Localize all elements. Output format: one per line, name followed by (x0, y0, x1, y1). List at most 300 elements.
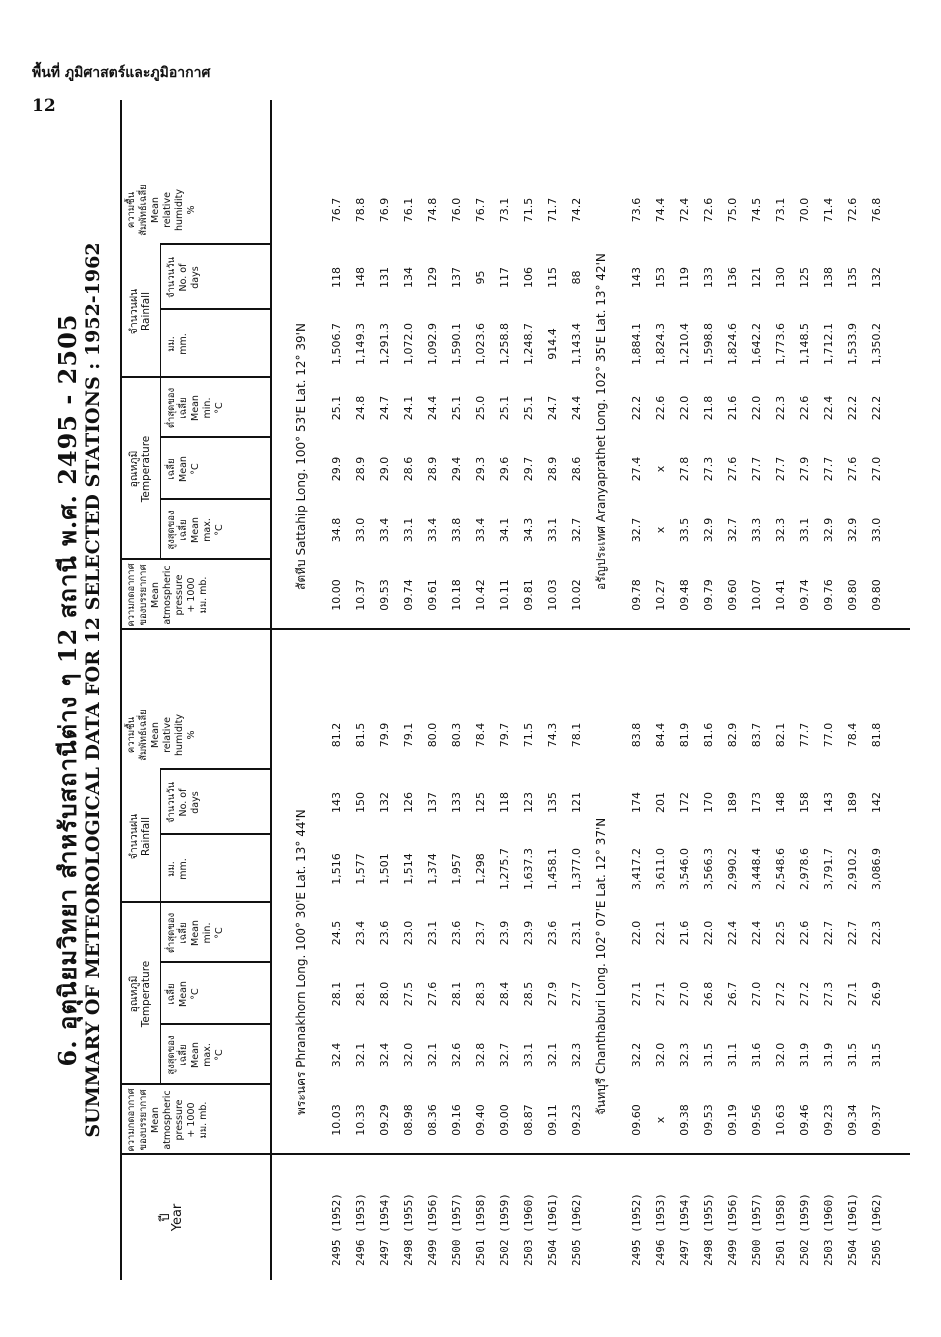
data-cell: 32.1 (546, 1042, 559, 1068)
data-cell: 174 (630, 792, 643, 813)
data-cell: 08.98 (402, 1104, 415, 1136)
data-cell: 1,577 (354, 853, 367, 885)
data-cell: 78.4 (846, 722, 859, 748)
data-cell: 22.0 (750, 395, 763, 421)
data-cell: 173 (750, 792, 763, 813)
data-cell: 1,824.3 (654, 323, 667, 365)
data-cell: 22.2 (630, 395, 643, 421)
data-cell: 23.6 (450, 920, 463, 946)
data-cell: 22.3 (870, 920, 883, 946)
data-cell: 09.48 (678, 579, 691, 611)
data-cell: 27.7 (570, 981, 583, 1007)
data-cell: 1,642.2 (750, 323, 763, 365)
data-cell: 28.6 (402, 456, 415, 482)
data-cell: 09.79 (702, 579, 715, 611)
rain-days-header: จำนวนวัน No. of days (166, 256, 201, 299)
data-cell: 136 (726, 267, 739, 288)
data-cell: 33.1 (402, 517, 415, 543)
data-cell: 10.42 (474, 579, 487, 611)
data-cell: 27.6 (726, 456, 739, 482)
data-cell: 25.1 (498, 395, 511, 421)
data-cell: 09.53 (378, 579, 391, 611)
data-cell: 137 (450, 267, 463, 288)
data-cell: 09.00 (498, 1104, 511, 1136)
data-cell: 28.3 (474, 981, 487, 1007)
data-cell: 1,210.4 (678, 323, 691, 365)
data-cell: 83.8 (630, 722, 643, 748)
data-cell: 79.9 (378, 722, 391, 748)
data-cell: 34.3 (522, 517, 535, 543)
data-cell: 189 (846, 792, 859, 813)
data-cell: 31.6 (750, 1042, 763, 1068)
data-cell: 76.1 (402, 197, 415, 223)
data-cell: 32.3 (774, 517, 787, 543)
data-cell: 26.9 (870, 981, 883, 1007)
data-cell: 81.9 (678, 722, 691, 748)
data-cell: 1,092.9 (426, 323, 439, 365)
data-cell: 118 (498, 792, 511, 813)
data-cell: 23.9 (522, 920, 535, 946)
data-cell: 79.7 (498, 722, 511, 748)
data-cell: 27.0 (678, 981, 691, 1007)
data-cell: 08.36 (426, 1104, 439, 1136)
data-cell: 72.6 (702, 197, 715, 223)
data-cell: 27.9 (798, 456, 811, 482)
rainfall-header: จำนวนฝน Rainfall (128, 288, 152, 335)
data-cell: 27.6 (846, 456, 859, 482)
data-cell: 81.2 (330, 722, 343, 748)
data-cell: 117 (498, 267, 511, 288)
page-number: 12 (32, 96, 56, 116)
data-cell: 76.9 (378, 197, 391, 223)
data-cell: 22.7 (846, 920, 859, 946)
data-cell: 121 (570, 792, 583, 813)
data-cell: 32.3 (570, 1042, 583, 1068)
data-cell: x (654, 1116, 667, 1124)
year-cell: 2500 (1957) (450, 1193, 463, 1266)
data-cell: 142 (870, 792, 883, 813)
data-cell: 22.7 (822, 920, 835, 946)
data-cell: 22.5 (774, 920, 787, 946)
data-cell: 09.53 (702, 1104, 715, 1136)
station-label: สัตหีบ Sattahip Long. 100° 53'E Lat. 12° 39'N (294, 323, 308, 590)
data-cell: 1,072.0 (402, 323, 415, 365)
data-cell: 33.1 (798, 517, 811, 543)
data-cell: 33.4 (378, 517, 391, 543)
station-label: จันทบุรี Chanthaburi Long. 102° 07'E Lat. 12° 37'N (594, 817, 608, 1115)
data-cell: 1,291.3 (378, 323, 391, 365)
data-cell: 32.7 (630, 517, 643, 543)
data-cell: 83.7 (750, 722, 763, 748)
year-header: ปี Year (158, 1203, 185, 1232)
data-cell: 3,566.3 (702, 848, 715, 890)
data-cell: 22.4 (750, 920, 763, 946)
data-cell: 25.1 (522, 395, 535, 421)
year-cell: 2497 (1954) (378, 1193, 391, 1266)
rain-group-rule (160, 245, 161, 378)
data-cell: 32.2 (630, 1042, 643, 1068)
data-cell: 28.5 (522, 981, 535, 1007)
year-cell: 2504 (1961) (846, 1193, 859, 1266)
data-cell: 09.11 (546, 1104, 559, 1136)
data-cell: 28.9 (546, 456, 559, 482)
data-cell: 29.9 (330, 456, 343, 482)
data-cell: 24.7 (378, 395, 391, 421)
data-cell: 10.03 (546, 579, 559, 611)
data-cell: 135 (846, 267, 859, 288)
data-cell: 24.5 (330, 920, 343, 946)
tmean-header: เฉลี่ย Mean °C (166, 981, 201, 1007)
data-cell: 1,884.1 (630, 323, 643, 365)
data-cell: 22.2 (870, 395, 883, 421)
year-cell: 2497 (1954) (678, 1193, 691, 1266)
data-cell: 123 (522, 792, 535, 813)
data-cell: 34.1 (498, 517, 511, 543)
data-cell: 32.0 (654, 1042, 667, 1068)
data-cell: 130 (774, 267, 787, 288)
data-cell: 23.1 (426, 920, 439, 946)
temp-group-rule (160, 378, 161, 560)
data-cell: 1,712.1 (822, 323, 835, 365)
data-cell: 32.3 (678, 1042, 691, 1068)
data-cell: 28.4 (498, 981, 511, 1007)
tmean-header: เฉลี่ย Mean °C (166, 456, 201, 482)
data-cell: 143 (822, 792, 835, 813)
data-cell: 27.1 (654, 981, 667, 1007)
data-cell: 106 (522, 267, 535, 288)
data-cell: 118 (330, 267, 343, 288)
data-cell: 33.4 (426, 517, 439, 543)
data-cell: 1,298 (474, 853, 487, 885)
data-cell: 09.60 (726, 579, 739, 611)
data-cell: 76.7 (330, 197, 343, 223)
year-cell: 2502 (1959) (498, 1193, 511, 1266)
data-cell: 33.0 (870, 517, 883, 543)
data-cell: 25.1 (330, 395, 343, 421)
data-cell: x (654, 526, 667, 534)
data-cell: 80.3 (450, 722, 463, 748)
data-cell: 73.1 (498, 197, 511, 223)
data-cell: 10.00 (330, 579, 343, 611)
data-cell: 1,458.1 (546, 848, 559, 890)
data-cell: 27.9 (546, 981, 559, 1007)
data-cell: 1,258.8 (498, 323, 511, 365)
data-cell: 82.9 (726, 722, 739, 748)
data-cell: 09.81 (522, 579, 535, 611)
data-cell: 21.6 (678, 920, 691, 946)
data-cell: 2,978.6 (798, 848, 811, 890)
data-cell: 27.6 (426, 981, 439, 1007)
data-cell: 82.1 (774, 722, 787, 748)
year-cell: 2500 (1957) (750, 1193, 763, 1266)
data-cell: 170 (702, 792, 715, 813)
data-cell: 22.0 (702, 920, 715, 946)
data-cell: 26.7 (726, 981, 739, 1007)
temperature-header: อุณหภูมิ Temperature (128, 960, 152, 1028)
data-cell: 08.87 (522, 1104, 535, 1136)
data-cell: 132 (870, 267, 883, 288)
data-cell: 31.5 (702, 1042, 715, 1068)
data-cell: 09.46 (798, 1104, 811, 1136)
data-cell: 74.5 (750, 197, 763, 223)
data-cell: 10.63 (774, 1104, 787, 1136)
data-cell: 32.1 (354, 1042, 367, 1068)
data-cell: 71.5 (522, 722, 535, 748)
data-cell: 32.4 (330, 1042, 343, 1068)
data-cell: 32.7 (726, 517, 739, 543)
data-cell: 09.78 (630, 579, 643, 611)
data-cell: 22.6 (798, 395, 811, 421)
data-cell: 32.0 (402, 1042, 415, 1068)
data-cell: 10.27 (654, 579, 667, 611)
data-cell: 76.7 (474, 197, 487, 223)
data-cell: 33.5 (678, 517, 691, 543)
data-cell: 121 (750, 267, 763, 288)
data-cell: 22.0 (678, 395, 691, 421)
data-cell: 1,506.7 (330, 323, 343, 365)
data-cell: 27.0 (750, 981, 763, 1007)
year-cell: 2501 (1958) (474, 1193, 487, 1266)
year-cell: 2499 (1956) (426, 1193, 439, 1266)
data-cell: 22.4 (726, 920, 739, 946)
data-cell: 70.0 (798, 197, 811, 223)
data-cell: 77.7 (798, 722, 811, 748)
data-cell: 81.8 (870, 722, 883, 748)
rain-mm-header: มม. mm. (166, 858, 189, 880)
data-cell: 3,791.7 (822, 848, 835, 890)
data-cell: 138 (822, 267, 835, 288)
year-cell: 2498 (1955) (402, 1193, 415, 1266)
data-cell: 10.03 (330, 1104, 343, 1136)
data-cell: 148 (354, 267, 367, 288)
rainfall-header: จำนวนฝน Rainfall (128, 813, 152, 860)
data-cell: 09.23 (822, 1104, 835, 1136)
data-cell: 27.4 (630, 456, 643, 482)
data-cell: 1,637.3 (522, 848, 535, 890)
data-cell: 22.1 (654, 920, 667, 946)
data-cell: 21.8 (702, 395, 715, 421)
data-cell: 1,023.6 (474, 323, 487, 365)
data-cell: 26.8 (702, 981, 715, 1007)
data-cell: 1,514 (402, 853, 415, 885)
data-cell: 10.02 (570, 579, 583, 611)
data-cell: 1,957 (450, 853, 463, 885)
data-cell: 131 (378, 267, 391, 288)
data-cell: 24.4 (570, 395, 583, 421)
data-cell: 1,501 (378, 853, 391, 885)
year-cell: 2498 (1955) (702, 1193, 715, 1266)
data-cell: 81.6 (702, 722, 715, 748)
data-cell: 79.1 (402, 722, 415, 748)
year-cell: 2496 (1953) (354, 1193, 367, 1266)
data-cell: 153 (654, 267, 667, 288)
data-cell: 143 (330, 792, 343, 813)
data-cell: 10.11 (498, 579, 511, 611)
data-cell: 2,990.2 (726, 848, 739, 890)
data-cell: x (654, 465, 667, 473)
data-cell: 31.5 (870, 1042, 883, 1068)
data-cell: 77.0 (822, 722, 835, 748)
year-cell: 2501 (1958) (774, 1193, 787, 1266)
data-cell: 1,149.3 (354, 323, 367, 365)
data-cell: 143 (630, 267, 643, 288)
data-cell: 10.41 (774, 579, 787, 611)
data-cell: 133 (702, 267, 715, 288)
group-divider (120, 628, 910, 630)
data-cell: 28.1 (450, 981, 463, 1007)
data-cell: 27.2 (798, 981, 811, 1007)
table-title-english: SUMMARY OF METEOROLOGICAL DATA FOR 12 SELECTED STATIONS : 1952-1962 (82, 242, 104, 1138)
data-cell: 27.3 (822, 981, 835, 1007)
data-cell: 3,611.0 (654, 848, 667, 890)
data-cell: 23.6 (546, 920, 559, 946)
year-cell: 2496 (1953) (654, 1193, 667, 1266)
data-cell: 29.6 (498, 456, 511, 482)
data-cell: 172 (678, 792, 691, 813)
data-cell: 32.9 (846, 517, 859, 543)
data-cell: 31.1 (726, 1042, 739, 1068)
humidity-header: ความชื้น สัมพัทธ์เฉลี่ย Mean relative humidity % (126, 709, 197, 761)
data-cell: 75.0 (726, 197, 739, 223)
data-cell: 3,448.4 (750, 848, 763, 890)
data-cell: 23.4 (354, 920, 367, 946)
data-cell: 73.1 (774, 197, 787, 223)
data-cell: 09.19 (726, 1104, 739, 1136)
year-cell: 2503 (1960) (822, 1193, 835, 1266)
data-cell: 3,417.2 (630, 848, 643, 890)
data-cell: 28.1 (330, 981, 343, 1007)
data-cell: 09.23 (570, 1104, 583, 1136)
data-cell: 33.1 (522, 1042, 535, 1068)
data-cell: 09.56 (750, 1104, 763, 1136)
data-cell: 10.18 (450, 579, 463, 611)
data-cell: 27.7 (774, 456, 787, 482)
data-cell: 80.0 (426, 722, 439, 748)
data-cell: 74.2 (570, 197, 583, 223)
data-cell: 22.2 (846, 395, 859, 421)
data-cell: 1,598.8 (702, 323, 715, 365)
data-cell: 09.74 (402, 579, 415, 611)
data-cell: 71.7 (546, 197, 559, 223)
data-cell: 09.80 (870, 579, 883, 611)
data-cell: 28.9 (426, 456, 439, 482)
data-cell: 24.8 (354, 395, 367, 421)
data-cell: 09.29 (378, 1104, 391, 1136)
data-cell: 135 (546, 792, 559, 813)
data-cell: 24.7 (546, 395, 559, 421)
data-cell: 1,248.7 (522, 323, 535, 365)
data-cell: 33.4 (474, 517, 487, 543)
data-cell: 27.2 (774, 981, 787, 1007)
data-cell: 1,143.4 (570, 323, 583, 365)
data-cell: 28.6 (570, 456, 583, 482)
data-cell: 1,773.6 (774, 323, 787, 365)
data-cell: 189 (726, 792, 739, 813)
data-cell: 33.8 (450, 517, 463, 543)
data-cell: 09.38 (678, 1104, 691, 1136)
data-cell: 78.8 (354, 197, 367, 223)
data-cell: 24.4 (426, 395, 439, 421)
data-cell: 22.6 (654, 395, 667, 421)
data-cell: 22.0 (630, 920, 643, 946)
rain-group-rule (160, 770, 161, 903)
data-cell: 29.0 (378, 456, 391, 482)
data-cell: 09.76 (822, 579, 835, 611)
data-cell: 27.7 (750, 456, 763, 482)
data-cell: 23.1 (570, 920, 583, 946)
data-cell: 32.9 (702, 517, 715, 543)
data-cell: 34.8 (330, 517, 343, 543)
data-cell: 1,533.9 (846, 323, 859, 365)
data-cell: 23.7 (474, 920, 487, 946)
year-cell: 2495 (1952) (330, 1193, 343, 1266)
data-cell: 28.9 (354, 456, 367, 482)
tmin-header: ต่ำสุดของ เฉลี่ย Mean min. °C (166, 912, 225, 954)
data-cell: 76.8 (870, 197, 883, 223)
data-cell: 133 (450, 792, 463, 813)
data-cell: 21.6 (726, 395, 739, 421)
data-cell: 95 (474, 270, 487, 285)
data-cell: 78.4 (474, 722, 487, 748)
data-cell: 09.34 (846, 1104, 859, 1136)
data-cell: 33.0 (354, 517, 367, 543)
year-divider (120, 1153, 910, 1155)
data-cell: 1,590.1 (450, 323, 463, 365)
station-label: อรัญประเทศ Aranyaprathet Long. 102° 35'E Lat. 13° 42'N (594, 253, 608, 590)
data-cell: 28.0 (378, 981, 391, 1007)
data-cell: 31.9 (798, 1042, 811, 1068)
year-cell: 2504 (1961) (546, 1193, 559, 1266)
data-cell: 1,824.6 (726, 323, 739, 365)
section-header: พื้นที่ ภูมิศาสตร์และภูมิอากาศ (32, 65, 211, 81)
tmin-header: ต่ำสุดของ เฉลี่ย Mean min. °C (166, 387, 225, 429)
data-cell: 914.4 (546, 328, 559, 360)
data-cell: 1,374 (426, 853, 439, 885)
data-cell: 76.0 (450, 197, 463, 223)
data-cell: 71.4 (822, 197, 835, 223)
data-cell: 132 (378, 792, 391, 813)
data-cell: 1,350.2 (870, 323, 883, 365)
data-cell: 72.6 (846, 197, 859, 223)
data-cell: 78.1 (570, 722, 583, 748)
data-cell: 32.7 (570, 517, 583, 543)
data-cell: 148 (774, 792, 787, 813)
data-cell: 10.37 (354, 579, 367, 611)
data-cell: 115 (546, 267, 559, 288)
data-cell: 2,910.2 (846, 848, 859, 890)
data-cell: 09.74 (798, 579, 811, 611)
data-cell: 29.3 (474, 456, 487, 482)
data-cell: 74.4 (654, 197, 667, 223)
data-cell: 32.9 (822, 517, 835, 543)
data-cell: 28.1 (354, 981, 367, 1007)
rain-days-header: จำนวนวัน No. of days (166, 781, 201, 824)
data-cell: 24.1 (402, 395, 415, 421)
data-cell: 23.9 (498, 920, 511, 946)
data-cell: 2,548.6 (774, 848, 787, 890)
year-cell: 2502 (1959) (798, 1193, 811, 1266)
data-cell: 27.8 (678, 456, 691, 482)
data-cell: 119 (678, 267, 691, 288)
rain-mm-header: มม. mm. (166, 333, 189, 355)
data-cell: 3,086.9 (870, 848, 883, 890)
data-cell: 22.3 (774, 395, 787, 421)
rotated-table (53, 100, 910, 1280)
data-cell: 32.0 (774, 1042, 787, 1068)
data-cell: 27.1 (846, 981, 859, 1007)
data-cell: 1,377.0 (570, 848, 583, 890)
data-cell: 09.80 (846, 579, 859, 611)
